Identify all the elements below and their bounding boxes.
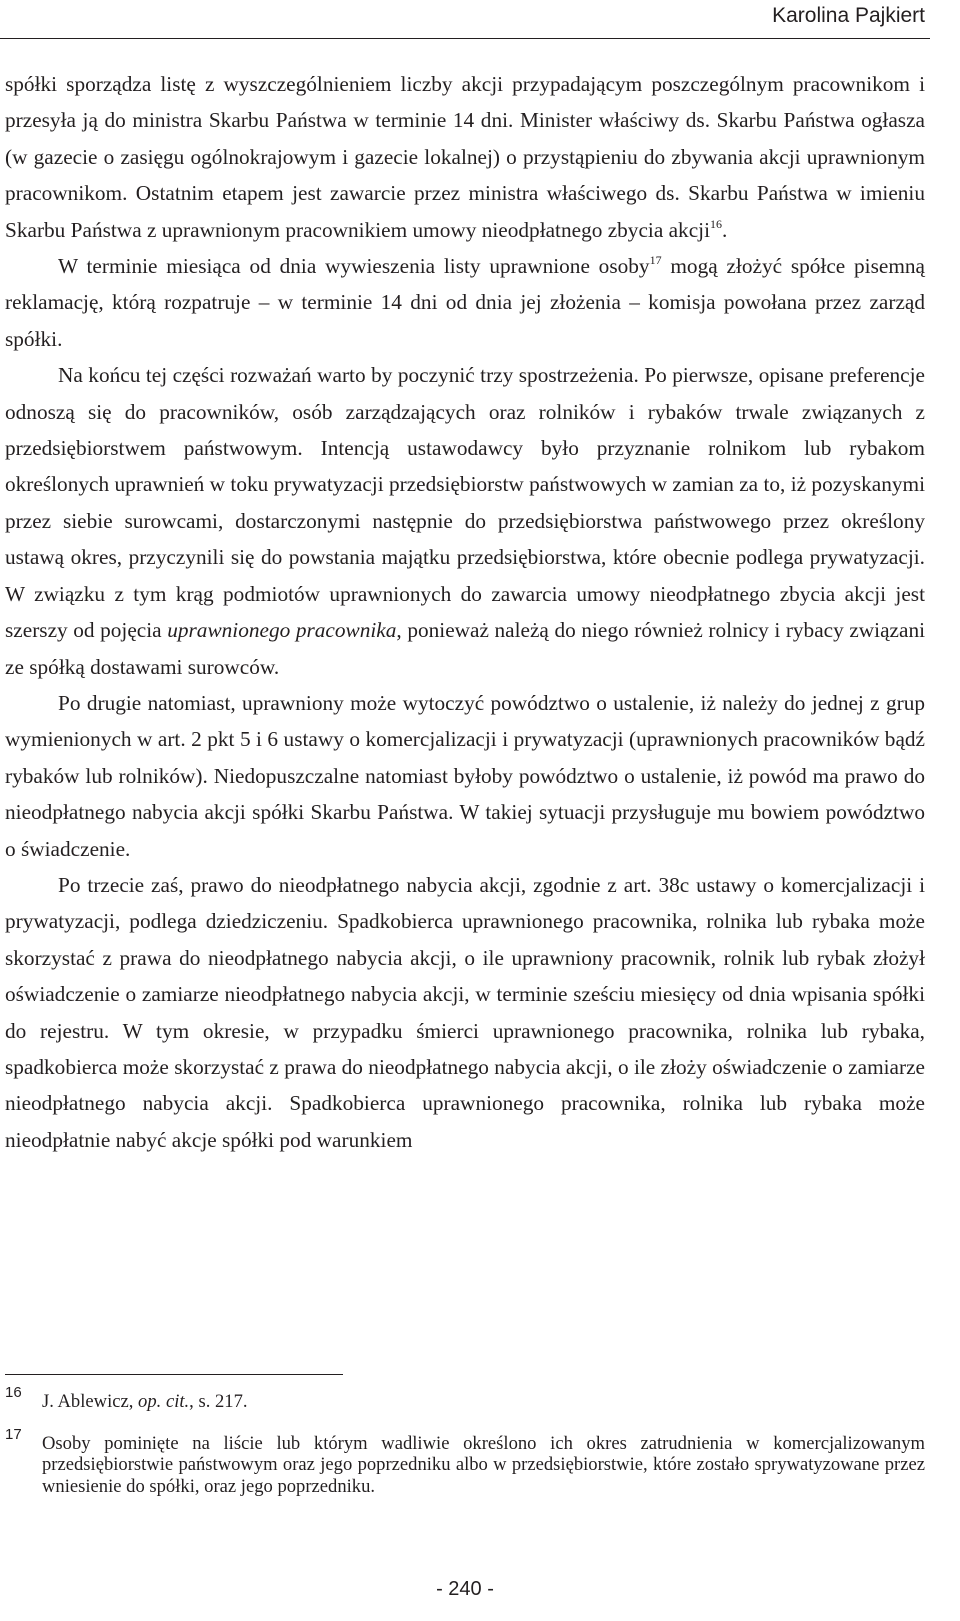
footnote-number: 17 <box>5 1425 22 1443</box>
paragraph-1 <box>5 66 925 248</box>
paragraph-1-text: spółki sporządza listę z wyszczególnieniem liczby akcji przypadającym poszczególnym pracownikom i przesyła ją do ministra Skarbu Państwa w terminie 14 dni. Minister właściwy ds. Skarbu Państwa ogłasza (w gazecie o zasięgu ogólnokrajowym i gazecie lokalnej) o przystąpieniu do zbywania akcji uprawnionym pracownikom. Ostatnim etapem jest zawarcie przez ministra właściwego ds. Skarbu Państwa w imieniu Skarbu Państwa z uprawnionym pracownikiem umowy nieodpłatnego zbycia akcji <box>5 72 925 242</box>
footnote-17 <box>5 1426 925 1498</box>
running-header <box>0 0 960 44</box>
footnote-text <box>42 1384 925 1413</box>
footnote-ref-17[interactable]: 17 <box>649 253 662 268</box>
paragraph-4 <box>5 685 925 867</box>
paragraph-2-text-a: W terminie miesiąca od dnia wywieszenia listy uprawnione osoby <box>58 254 650 279</box>
paragraph-5-text: Po trzecie zaś, prawo do nieodpłatnego nabycia akcji, zgodnie z art. 38c ustawy o komercjalizacji i prywatyzacji, podlega dziedziczeniu. Spadkobierca uprawnionego pracownika, rolnika lub rybaka może skorzystać z prawa do nieodpłatnego nabycia akcji, o ile uprawniony pracownik, rolnik lub rybak złożył oświadczenie o zamiarze nieodpłatnego nabycia akcji, w terminie sześciu miesięcy od dnia wpisania spółki do rejestru. W tym okresie, w przypadku śmierci uprawnionego pracownika, rolnika lub rybaka, spadkobierca może skorzystać z prawa do nieodpłatnego nabycia akcji, o ile złoży oświadczenie o zamiarze nieodpłatnego nabycia akcji. Spadkobierca uprawnionego pracownika, rolnika lub rybaka może nieodpłatnie nabyć akcje spółki pod warunkiem <box>5 872 925 1152</box>
footnote-ref-16[interactable]: 16 <box>709 216 722 231</box>
paragraph-3-text-a: Na końcu tej części rozważań warto by poczynić trzy spostrzeżenia. Po pierwsze, opisane preferencje odnoszą się do pracowników, osób zarządzających oraz rolników i rybaków trwale związanych z przedsiębiorstwem państwowym. Intencją ustawodawcy było przyznanie rolnikom lub rybakom określonych uprawnień w toku prywatyzacji przedsiębiorstw państwowych w zamian za to, iż pozyskanymi przez siebie surowcami, dostarczonymi następnie do przedsiębiorstwa państwowego przez określony ustawą okres, przyczynili się do powstania majątku przedsiębiorstwa, które obecnie podlega prywatyzacji. W związku z tym krąg podmiotów uprawnionych do zawarcia umowy nieodpłatnego zbycia akcji jest szerszy od pojęcia <box>5 363 925 643</box>
footnote-separator <box>5 1374 343 1375</box>
paragraph-3-text-b: , ponieważ należą do niego również rolnicy i rybacy związani ze spółką dostawami surowców. <box>5 618 926 679</box>
paragraph-5 <box>5 867 925 1158</box>
footnote-number: 16 <box>5 1384 22 1401</box>
paragraph-2-text-b: mogą złożyć spółce pisemną reklamację, którą rozpatruje – w terminie 14 dni od dnia jej złożenia – komisja powołana przez zarząd spółki. <box>5 254 926 351</box>
header-rule <box>0 38 930 39</box>
paragraph-1-end: . <box>721 217 728 242</box>
footnotes <box>5 1384 925 1510</box>
main-text <box>5 66 925 1158</box>
paragraph-2 <box>5 248 925 357</box>
running-header-author: Karolina Pajkiert <box>772 4 925 27</box>
footnote-16-text-b: , s. 217. <box>189 1391 248 1412</box>
paragraph-4-text: Po drugie natomiast, uprawniony może wytoczyć powództwo o ustalenie, iż należy do jednej z grup wymienionych w art. 2 pkt 5 i 6 ustawy o komercjalizacji i prywatyzacji (uprawnionych pracowników bądź rybaków lub rolników). Niedopuszczalne natomiast byłoby powództwo o ustalenie, iż powód ma prawo do nieodpłatnego nabycia akcji spółki Skarbu Państwa. W takiej sytuacji przysługuje mu bowiem powództwo o świadczenie. <box>5 690 925 861</box>
footnote-text: Osoby pominięte na liście lub którym wadliwie określono ich okres zatrudnienia w komercjalizowanym przedsiębiorstwie państwowym oraz jego poprzedniku albo w przedsiębiorstwie, które zostało sprywatyzowane przez wniesienie do spółki, oraz jego poprzedniku. <box>42 1432 925 1497</box>
footnote-16-text-a: J. Ablewicz, <box>42 1391 139 1412</box>
footnote-16 <box>5 1384 925 1413</box>
page-number: - 240 - <box>436 1578 494 1600</box>
footnote-16-italic: op. cit. <box>138 1391 190 1412</box>
paragraph-3-italic-term: uprawnionego pracownika <box>167 618 397 643</box>
paragraph-3 <box>5 357 925 685</box>
